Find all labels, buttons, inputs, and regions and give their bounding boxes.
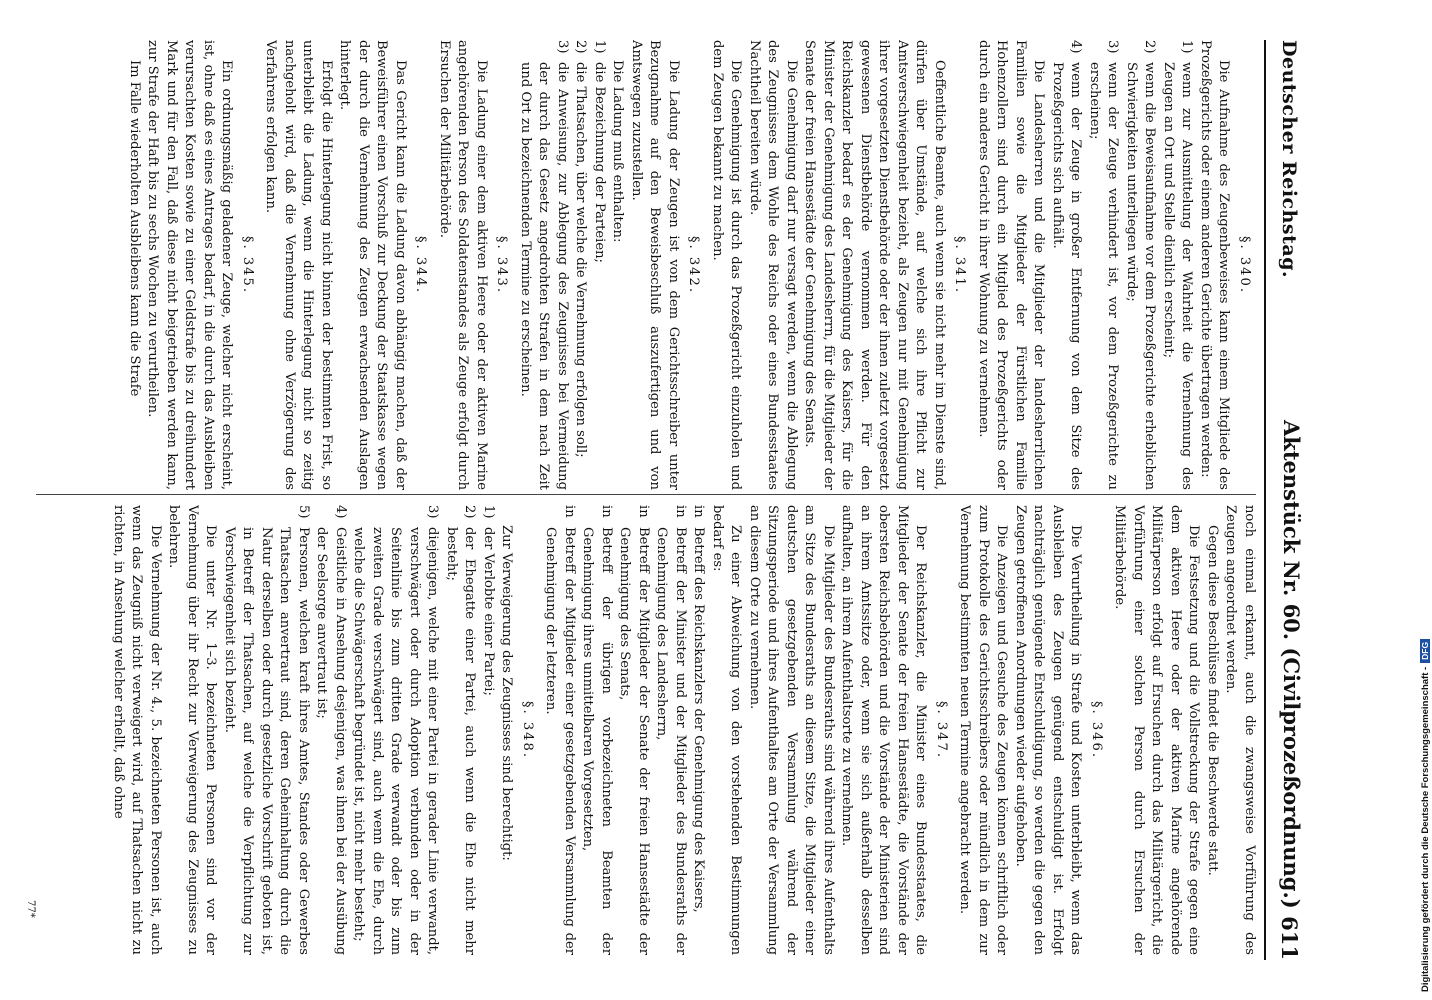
- paragraph: Die Festsetzung und die Vollstreckung der Strafe gegen eine dem aktiven Heere oder der aktiven Marine angehörende Militärperson erfolgt auf Ersuchen durch das Militärgericht, die Vorführung einer solchen Person durch Ersuchen der Militärbehörde.: [1112, 505, 1202, 955]
- list-item-text: Betreff der Mitglieder der Senate der freien Hansestädte der Genehmigung des Senats,: [617, 527, 651, 955]
- list-item-text: Geistliche in Ansehung desjenigen, was ihnen bei der Ausübung der Seelsorge anvertraut ist;: [314, 527, 348, 955]
- section-heading: §. 342.: [686, 235, 702, 295]
- list-item-text: die Thatsachen, über welche die Vernehmung erfolgen soll;: [573, 62, 589, 458]
- paragraph: Die Verurtheilung in Strafe und Kosten unterbleibt, wenn das Ausbleiben des Zeugen genügend entschuldigt ist. Erfolgt nachträglich genügende Entschuldigung, so werden die gegen den Zeugen getroffenen Anordnungen wieder aufgehoben.: [1013, 505, 1084, 955]
- list-item-number: 1): [481, 505, 496, 519]
- header-subtitle: (Civilprozeßordnung.): [1279, 647, 1304, 909]
- list-item: [1048, 40, 1085, 490]
- list-item-text: Personen, welchen kraft ihres Amtes, Standes oder Gewerbes Thatsachen anvertraut sind, deren Geheimhaltung durch die Natur derselben oder durch gesetzliche Vorschrift geboten ist, in Betreff der Thatsachen, auf welche die Verpflichtung zur Verschwiegenheit sich bezieht.: [222, 527, 311, 955]
- paragraph: Gegen diese Beschlüsse findet die Beschwerde statt.: [1205, 525, 1220, 876]
- paragraph: Die Ladung der Zeugen ist von dem Gerichtsschreiber unter Bezugnahme auf den Beweisbeschluß auszufertigen und von Amtswegen zuzustellen.: [629, 40, 681, 490]
- paragraph: Erfolgt die Hinterlegung nicht binnen der bestimmten Frist, so unterbleibt die Ladung, wenn die Hinterlegung nicht so zeitig nachgeholt wird, daß die Vernehmung ohne Verzögerung des Verfahrens erfolgen kann.: [263, 40, 334, 490]
- list-item-number: in: [673, 505, 688, 518]
- list-item-text: Betreff der übrigen vorbezeichneten Beamten der Genehmigung ihres unmittelbaren Vorgesetzten,: [580, 527, 614, 955]
- list-item-text: diejenigen, welche mit einer Partei in gerader Linie verwandt, verschwägert oder durch Adoption verbunden oder in der Seitenlinie bis zum dritten Grade verwandt oder bis zum zweiten Grade verschwägert sind, auch wenn die Ehe, durch welche die Schwägerschaft begründet ist, nicht mehr besteht;: [351, 527, 441, 955]
- digitization-note-text: Digitalisierung gefördert durch die Deutsche Forschungsgemeinschaft -: [1420, 666, 1431, 992]
- paragraph: noch einmal erkannt, auch die zwangsweise Vorführung des Zeugen angeordnet werden.: [1223, 505, 1257, 955]
- list-item-number: in: [562, 505, 577, 518]
- list-item: [590, 40, 609, 490]
- list-item: [541, 505, 578, 955]
- document-page: [16, 0, 1316, 1000]
- list-item-number: 1): [1179, 40, 1195, 54]
- section-heading: §. 347.: [934, 700, 949, 760]
- list-item-number: 1): [592, 40, 607, 54]
- paragraph: Die Landesherren und die Mitglieder der landesherrlichen Familien sowie die Mitglieder der Fürstlichen Familie Hohenzollern sind durch ein Mitglied des Prozeßgerichts oder durch ein anderes Gericht in ihrer Wohnung zu vernehmen.: [976, 40, 1047, 490]
- list-item: [312, 505, 349, 955]
- list-item-text: Betreff des Reichskanzlers der Genehmigung des Kaisers,: [691, 527, 707, 913]
- list-item: [689, 505, 708, 955]
- list-item: [479, 505, 498, 955]
- list-item-text: wenn der Zeuge in großer Entfernung von dem Sitze des Prozeßgerichts sich aufhält.: [1050, 62, 1084, 490]
- paragraph: Der Reichskanzler, die Minister eines Bundesstaates, die Mitglieder der Senate der freien Hansestädte, die Vorstände der obersten Reichsbehörden und die Vorstände der Ministerien sind an ihrem Amtssitze oder, wenn sie sich außerhalb desselben aufhalten, an ihrem Aufenthaltsorte zu vernehmen.: [839, 505, 929, 955]
- left-column: [28, 40, 1258, 490]
- paragraph: Die unter Nr. 1–3. bezeichneten Personen sind vor der Vernehmung über ihr Recht zur Verweigerung des Zeugnisses zu belehren.: [166, 505, 219, 955]
- column-divider: [36, 494, 1256, 495]
- header-left: Deutscher Reichstag.: [1278, 40, 1300, 279]
- list-item: [578, 505, 615, 955]
- section-heading: §. 343.: [494, 235, 510, 295]
- list-item-text: wenn zur Ausmittelung der Wahrheit die Vernehmung des Zeugen an Ort und Stelle dienlich erscheint;: [1161, 62, 1195, 490]
- list-item-number: 2): [462, 505, 478, 519]
- list-item-number: 3): [555, 40, 570, 54]
- paragraph: Die Genehmigung ist durch das Prozeßgericht einzuholen und dem Zeugen bekannt zu machen.: [710, 40, 744, 490]
- list-item: [442, 505, 479, 955]
- digitization-note: [1420, 639, 1431, 992]
- paragraph: Im Falle wiederholten Ausbleibens kann die Strafe: [127, 60, 142, 397]
- list-item-number: 2): [1142, 40, 1158, 54]
- list-item-text: der Ehegatte einer Partei, auch wenn die Ehe nicht mehr besteht;: [444, 527, 478, 955]
- section-heading: §. 346.: [1089, 700, 1104, 760]
- list-item-number: in: [599, 505, 614, 518]
- section-heading: §. 344.: [413, 235, 429, 295]
- list-item-text: Betreff der Minister und der Mitglieder des Bundesraths der Genehmigung des Landesherrn,: [654, 527, 688, 955]
- section-heading: §. 345.: [240, 235, 255, 295]
- paragraph: Zu einer Abweichung von den vorstehenden Bestimmungen bedarf es:: [710, 505, 744, 955]
- paragraph: Die Anzeigen und Gesuche des Zeugen können schriftlich oder zum Protokolle des Gerichtsschreibers oder mündlich in dem zur Vernehmung bestimmten neuen Termine angebracht werden.: [957, 505, 1010, 955]
- list-item-number: 4): [333, 505, 348, 519]
- paragraph: Die Aufnahme des Zeugenbeweises kann einem Mitgliede des Prozeßgerichts oder einem anderen Gerichte übertragen werden:: [1198, 40, 1232, 490]
- list-item-text: der Verlobte einer Partei;: [481, 527, 496, 696]
- list-item: [220, 505, 313, 955]
- list-item-number: in: [691, 505, 707, 518]
- list-item: [652, 505, 689, 955]
- list-item-number: 3): [425, 505, 441, 519]
- list-item-text: die Anweisung, zur Ablegung des Zeugnisses bei Vermeidung der durch das Gesetz angedrohten Strafen in dem nach Zeit und Ort zu bezeichnenden Termine zu erscheinen.: [518, 62, 570, 490]
- list-item-number: 2): [573, 40, 589, 54]
- paragraph: Oeffentliche Beamte, auch wenn sie nicht mehr im Dienste sind, dürfen über Umstände, auf welche sich ihre Pflicht zur Amtsverschwiegenheit bezieht, als Zeugen nur mit Genehmigung ihrer vorgesetzten Dienstbehörde oder der ihnen zuletzt vorgesetzt gewesenen Dienstbehörde vernommen werden. Für den Reichskanzler bedarf es der Genehmigung des Kaisers, für die Minister der Genehmigung des Landesherrn, für die Mitglieder der Senate der freien Hansestädte der Genehmigung des Senats.: [802, 40, 947, 490]
- paragraph: Ein ordnungsmäßig geladener Zeuge, welcher nicht erscheint, ist, ohne daß es eines Antrages bedarf, in die durch das Ausbleiben verursachten Kosten sowie zu einer Geldstrafe bis zu dreihundert Mark und für den Fall, daß diese nicht beigetrieben werden kann, zur Strafe der Haft bis zu sechs Wochen zu verurtheilen.: [145, 40, 235, 490]
- paragraph: Die Ladung muß enthalten:: [610, 60, 626, 243]
- list-item: [615, 505, 652, 955]
- dfg-logo: DFG: [1420, 639, 1430, 663]
- paragraph: Zur Verweigerung des Zeugnisses sind berechtigt:: [499, 525, 515, 861]
- header-center: [1279, 420, 1304, 909]
- list-item: [349, 505, 442, 955]
- list-item: [1085, 40, 1122, 490]
- paragraph: Die Vernehmung der Nr. 4., 5. bezeichneten Personen ist, auch wenn das Zeugniß nicht verweigert wird, auf Thatsachen nicht zu richten, in Ansehung welcher erhellt, daß ohne: [111, 505, 163, 955]
- list-item-text: wenn der Zeuge verhindert ist, vor dem Prozeßgerichte zu erscheinen;: [1087, 62, 1121, 490]
- section-heading: §. 340.: [1237, 235, 1252, 295]
- list-item: [516, 40, 572, 490]
- list-item-number: in: [636, 505, 651, 518]
- page-number: 611: [1277, 916, 1302, 960]
- page-header: [1264, 40, 1306, 960]
- list-item-number: 3): [1105, 40, 1121, 54]
- list-item: [1122, 40, 1159, 490]
- header-document-number: Aktenstück Nr. 60.: [1279, 420, 1304, 641]
- sheet-signature: 77*: [25, 900, 36, 918]
- paragraph: Die Ladung einer dem aktiven Heere oder der aktiven Marine angehörenden Person des Soldatenstandes als Zeuge erfolgt durch Ersuchen der Militärbehörde.: [437, 40, 489, 490]
- list-item: [1159, 40, 1196, 490]
- paragraph: Die Mitglieder des Bundesraths sind während ihres Aufenthalts am Sitze des Bundesraths an diesem Sitze, die Mitglieder einer deutschen gesetzgebenden Versammlung während der Sitzungsperiode und ihres Aufenthaltes am Orte der Versammlung an diesem Orte zu vernehmen.: [747, 505, 836, 955]
- list-item-text: wenn die Beweisaufnahme vor dem Prozeßgerichte erheblichen Schwierigkeiten unterliegen würde;: [1124, 62, 1158, 490]
- section-heading: §. 348.: [520, 700, 535, 760]
- list-item: [571, 40, 590, 490]
- list-item-text: Betreff der Mitglieder einer gesetzgebenden Versammlung der Genehmigung der letzteren.: [543, 527, 577, 955]
- list-item-number: 5): [296, 505, 311, 519]
- right-column: [28, 505, 1258, 955]
- paragraph: Die Genehmigung darf nur versagt werden, wenn die Ablegung des Zeugnisses dem Wohle des Reichs oder eines Bundesstaates Nachtheil bereiten würde.: [747, 40, 799, 490]
- list-item-number: 4): [1068, 40, 1084, 54]
- paragraph: Das Gericht kann die Ladung davon abhängig machen, daß der Beweisführer einen Vorschuß zur Deckung der Staatskasse wegen der durch die Vernehmung des Zeugen erwachsenden Auslagen hinterlegt.: [337, 40, 408, 490]
- list-item-text: die Bezeichnung der Parteien;: [592, 62, 607, 263]
- section-heading: §. 341.: [952, 235, 968, 295]
